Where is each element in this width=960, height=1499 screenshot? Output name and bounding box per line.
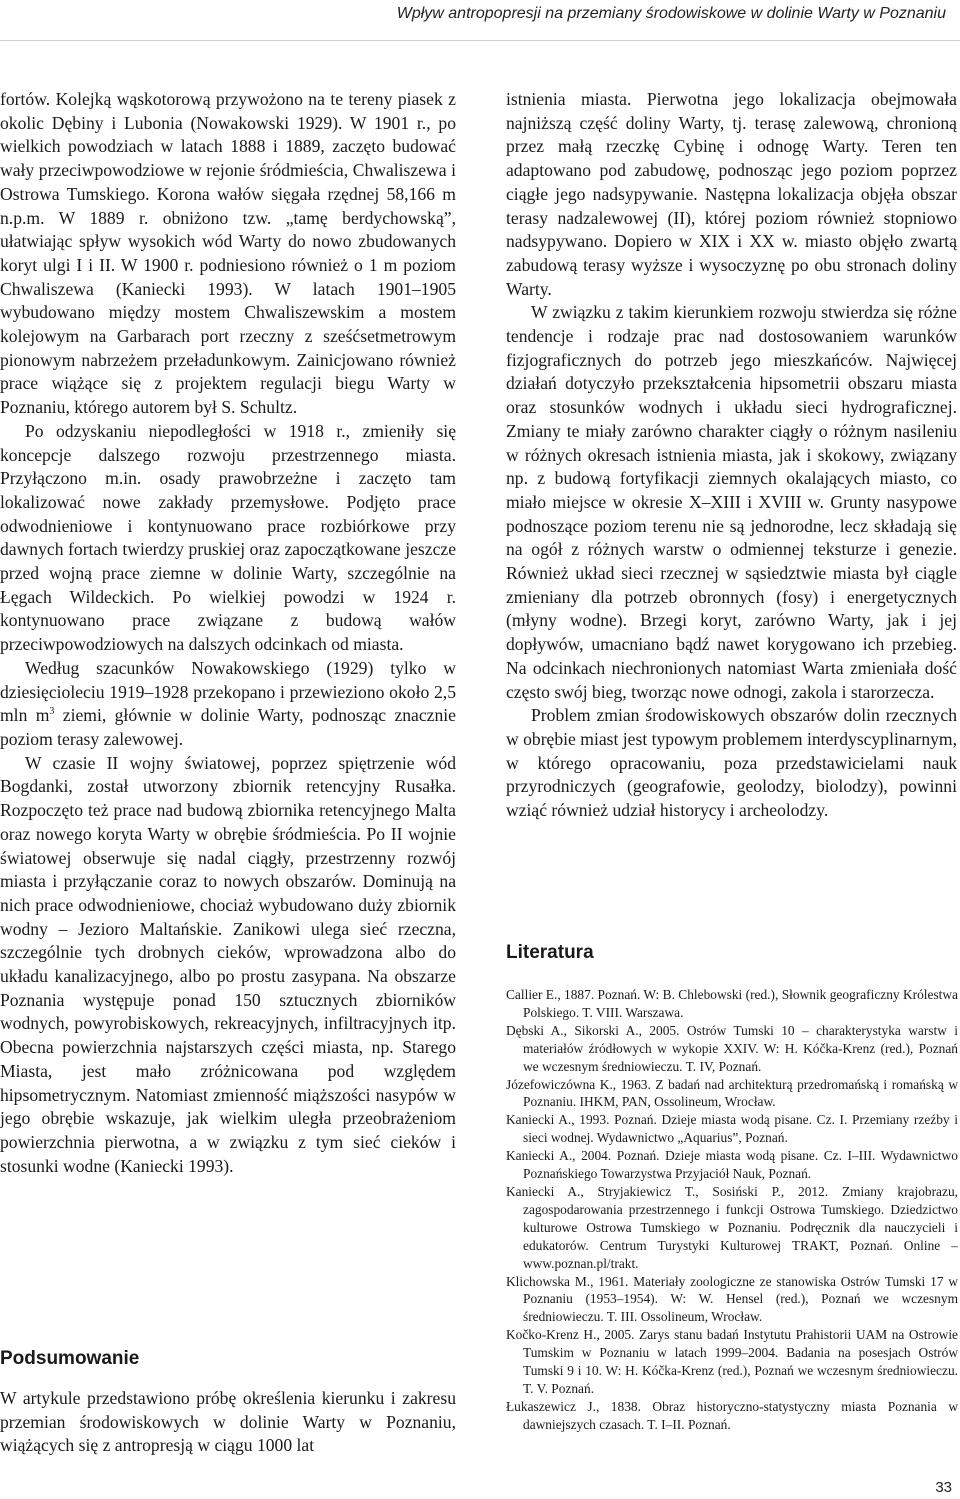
reference-item: Kaniecki A., 1993. Poznań. Dzieje miasta wodą pisane. Cz. I. Przemiany rzeźby i sieci wodnej. Wydawnictwo „Aquarius”, Poznań. — [506, 1112, 958, 1146]
reference-item: Callier E., 1887. Poznań. W: B. Chlebowski (red.), Słownik geograficzny Królestwa Polskiego. T. VIII. Warszawa. — [506, 987, 958, 1020]
summary-heading: Podsumowanie — [0, 1348, 140, 1369]
body-paragraph — [0, 657, 456, 752]
body-paragraph: Po odzyskaniu niepodległości w 1918 r., zmieniły się koncepcje dalszego rozwoju przestrzennego miasta. Przyłączono m.in. osady prawobrzeżne i zaczęto tam lokalizować nowe zakłady przemysłowe. Podjęto prace odwodnieniowe i kontynuowano prace rozbiórkowe przy dawnych fortach twierdzy pruskiej oraz zapoczątkowane jeszcze przed wojną prace ziemne w dolinie Warty, szczególnie na Łęgach Wildeckich. Po wielkiej powodzi w 1924 r. kontynuowano prace związane z budową wałów przeciwpowodziowych na dalszych odcinkach od miasta. — [0, 420, 456, 655]
body-paragraph: fortów. Kolejką wąskotorową przywożono na te tereny piasek z okolic Dębiny i Lubonia (Nowakowski 1929). W 1901 r., po wielkich powodziach w latach 1888 i 1889, zaczęto budować wały przeciwpowodziowe w rejonie śródmieścia, Chwaliszewa i Ostrowa Tumskiego. Korona wałów sięgała rzędnej 58,166 m n.p.m. W 1889 r. obniżono tzw. „tamę berdychowską”, ułatwiając spływ wysokich wód Warty do nowo zbudowanych koryt ulgi I i II. W 1900 r. podniesiono również o 1 m poziom Chwaliszewa (Kaniecki 1993). W latach 1901–1905 wybudowano między mostem Chwaliszewskim a mostem kolejowym na Garbarach port rzeczny z sześćsetmetrowym pionowym nabrzeżem przeładunkowym. Zainicjowano również prace wiążące się z projektem regulacji biegu Warty w Poznaniu, którego autorem był S. Schultz. — [0, 89, 456, 418]
right-column — [506, 88, 957, 823]
body-paragraph: W czasie II wojny światowej, poprzez spiętrzenie wód Bogdanki, został utworzony zbiornik retencyjny Rusałka. Rozpoczęto też prace nad budową zbiornika retencyjnego Malta oraz nowego koryta Warty w obrębie śródmieścia. Po II wojnie światowej obserwuje się nadal ciągły, przestrzenny rozwój miasta i przyłączanie coraz to nowych obszarów. Dominują na nich prace odwodnieniowe, chociaż wybudowano duży zbiornik wodny – Jezioro Maltańskie. Zanikowi ulega sieć rzeczna, szczególnie tych drobnych cieków, wprowadzona albo do układu kanalizacyjnego, albo po prostu zasypana. Na obszarze Poznania występuje ponad 150 sztucznych zbiorników wodnych, powyrobiskowych, rekreacyjnych, infiltracyjnych itp. Obecna powierzchnia najstarszych części miasta, np. Starego Miasta, jest mało zróżnicowana pod względem hipsometrycznym. Natomiast zmienność miąższości nasypów w jego obrębie wskazuje, jak wielkim uległa przeobrażeniom powierzchnia pierwotna, a w związku z tym sieć cieków i stosunki wodne (Kaniecki 1993). — [0, 752, 456, 1176]
reference-item: Józefowiczówna K., 1963. Z badań nad architekturą przedromańską i romańską w Poznaniu. IHKM, PAN, Ossolineum, Wrocław. — [506, 1076, 958, 1110]
summary-paragraph: W artykule przedstawiono próbę określenia kierunku i zakresu przemian środowiskowych w dolinie Warty w Poznaniu, wiążących się z antropresją w ciągu 1000 lat — [0, 1388, 456, 1456]
page-number: 33 — [935, 1479, 952, 1496]
reference-list — [506, 986, 958, 1434]
running-header — [0, 0, 960, 41]
reference-item: Klichowska M., 1961. Materiały zoologiczne ze stanowiska Ostrów Tumski 17 w Poznaniu (1953–1954). W: W. Hensel (red.), Poznań we wczesnym średniowieczu. T. III. Ossolineum, Wrocław. — [506, 1273, 958, 1325]
reference-item: Kočko-Krenz H., 2005. Zarys stanu badań Instytutu Prahistorii UAM na Ostrowie Tumskim w Poznaniu w latach 1999–2004. Badania na posesjach Ostrów Tumski 9 i 10. W: H. Kóčka-Krenz (red.), Poznań we wczesnym średniowieczu. T. V. Poznań. — [506, 1327, 958, 1396]
body-paragraph: istnienia miasta. Pierwotna jego lokalizacja obejmowała najniższą część doliny Warty, tj. terasę zalewową, chronioną przez małą rzeczkę Cybinę i odnogę Warty. Teren ten adaptowano pod zabudowę, podnosząc jego poziom poprzez ciągłe jego nadsypywanie. Następna lokalizacja objęła obszar terasy nadzalewowej (II), której poziom również stopniowo nadsypywano. Dopiero w XIX i XX w. miasto objęło zwartą zabudową terasy wyższe i wysoczyznę po obu stronach doliny Warty. — [506, 89, 957, 299]
left-column — [0, 88, 456, 1178]
paragraph-text: ziemi, głównie w dolinie Warty, podnosząc znacznie poziom terasy zalewowej. — [0, 705, 456, 749]
summary-section — [0, 1387, 456, 1458]
superscript: 3 — [49, 706, 55, 718]
running-header-title: Wpływ antropopresji na przemiany środowiskowe w dolinie Warty w Poznaniu — [396, 5, 946, 22]
body-paragraph: Problem zmian środowiskowych obszarów dolin rzecznych w obrębie miast jest typowym problemem interdyscyplinarnym, w którego opracowaniu, poza przedstawicielami nauk przyrodniczych (geografowie, geolodzy, biolodzy), powinni wziąć również udział historycy i archeolodzy. — [506, 705, 957, 821]
reference-item: Kaniecki A., Stryjakiewicz T., Sosiński P., 2012. Zmiany krajobrazu, zagospodarowania przestrzennego i funkcji Ostrowa Tumskiego. Dziedzictwo kulturowe Ostrowa Tumskiego w Poznaniu. Podręcznik dla nauczycieli i edukatorów. Centrum Turystyki Kulturowej TRAKT, Poznań. Online – www.poznan.pl/trakt. — [506, 1183, 958, 1271]
paragraph-text: Według szacunków Nowakowskiego (1929) tylko w dziesięcioleciu 1919–1928 przekopano i przewieziono około 2,5 mln m — [0, 657, 456, 726]
literature-heading: Literatura — [506, 942, 594, 963]
reference-item: Dębski A., Sikorski A., 2005. Ostrów Tumski 10 – charakterystyka warstw i materiałów źródłowych w wykopie XXIV. W: H. Kóčka-Krenz (red.), Poznań we wczesnym średniowieczu. T. IV, Poznań. — [506, 1022, 958, 1074]
body-paragraph: W związku z takim kierunkiem rozwoju stwierdza się różne tendencje i rodzaje prac nad dostosowaniem warunków fizjograficznych do potrzeb jego mieszkańców. Najwięcej działań dotyczyło przekształcenia hipsometrii obszaru miasta oraz stosunków wodnych i układu sieci hydrograficznej. Zmiany te miały zarówno charakter ciągły o różnym nasileniu w różnych okresach istnienia miasta, jak i skokowy, związany np. z budową fortyfikacji ziemnych okalających miasto, co miało miejsce w okresie X–XIII i XVIII w. Grunty nasypowe podnoszące poziom terenu nie są jednorodne, lecz składają się na ogół z różnych warstw o odmiennej teksturze i genezie. Również układ sieci rzecznej w sąsiedztwie miasta był ciągle zmieniany dla potrzeb obronnych (fosy) i energetycznych (młyny wodne). Brzegi koryt, zarówno Warty, jak i jej dopływów, umacniano bądź nawet korygowano ich przebieg. Na odcinkach niechronionych natomiast Warta zmieniała dość często swój bieg, tworząc nowe odnogi, zakola i starorzecza. — [506, 302, 957, 702]
reference-item: Łukaszewicz J., 1838. Obraz historyczno-statystyczny miasta Poznania w dawniejszych czasach. T. I–II. Poznań. — [506, 1398, 958, 1432]
reference-item: Kaniecki A., 2004. Poznań. Dzieje miasta wodą pisane. Cz. I–III. Wydawnictwo Poznańskiego Towarzystwa Przyjaciół Nauk, Poznań. — [506, 1148, 958, 1182]
